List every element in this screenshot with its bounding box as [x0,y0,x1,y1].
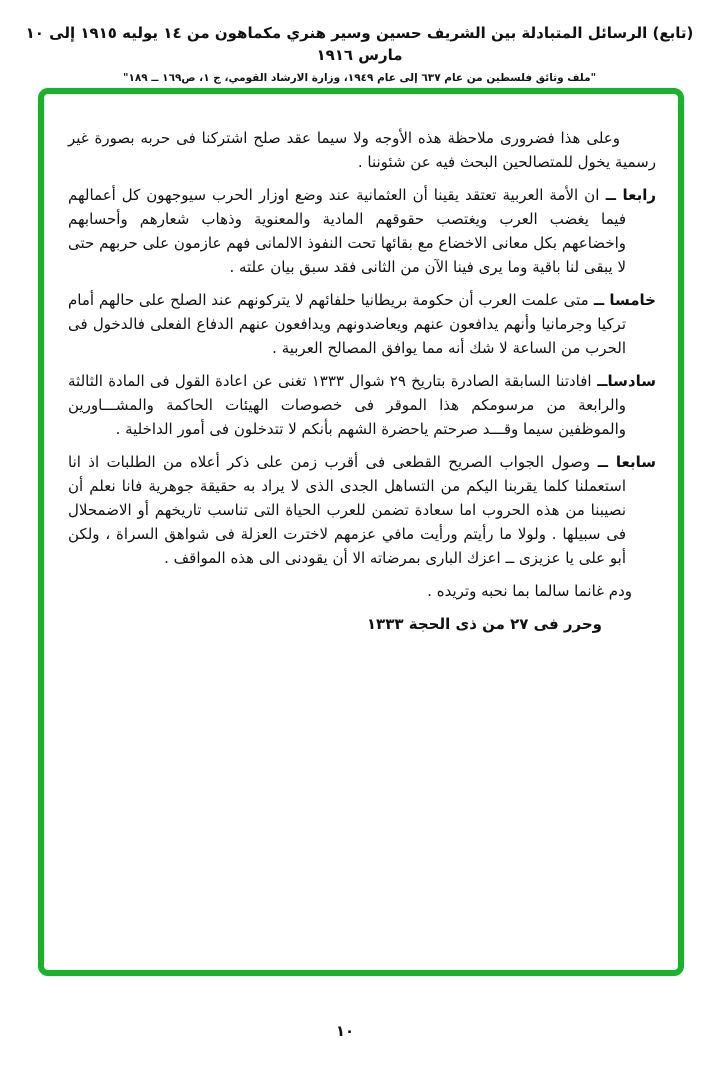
clause-fourth [68,183,656,279]
green-frame [38,88,684,976]
clause-sixth [68,369,656,441]
clause-fifth [68,288,656,360]
date-line: وحرر فى ٢٧ من ذى الحجة ١٣٣٣ [366,615,602,633]
clause-seventh-text: وصول الجواب الصريح القطعى فى أقرب زمن على ذكر أعلاه من الطلبات اذ انا استعملنا كلما يقربنا اليكم من التساهل الجدى الذى لا يراد به حقيقة جوهرية فانا نعلم أن نصيبنا من هذه الحروب اما سعادة تضمن للعرب الحياة التى تناسب تاريخهم أو الاضمحلال فى سبيلها . ولولا ما رأيتم ورأيت مافي عزمهم لاخترت العزلة فى شواهق السراة ، ولكن أبو على يا عزيزى ــ اعزك البارى بمرضاته الا أن يقودنى الى هذه المواقف . [68,453,626,567]
clause-fifth-label: خامسا ــ [588,291,656,309]
letter-body [68,126,656,645]
clause-seventh [68,450,656,570]
document-header [0,22,719,84]
clause-fourth-label: رابعا ــ [599,186,656,204]
clause-seventh-label: سابعا ــ [589,453,656,471]
clause-fourth-text: ان الأمة العربية تعتقد يقينا أن العثمانية عند وضع اوزار الحرب سيوجهون كل أعمالهم فيما يغضب العرب ويغتصب حقوقهم المادية والمعنوية وذهاب شعارهم وأحسابهم واخضاعهم بكل معانى الاخضاع مع بقائها تحت النفوذ الالمانى فهم عازمون على حربهم حتى لا يبقى لنا باقية وما يرى فينا الآن من الثانى فقد سبق بيان علته . [68,186,626,276]
closing-salutation: ودم غانما سالما بما نحبه وتريده . [427,582,632,600]
source-citation: "ملف وثائق فلسطين من عام ٦٣٧ إلى عام ١٩٤٩، وزارة الارشاد القومي، ج ١، ص١٦٩ ــ ١٨٩" [122,72,597,84]
clause-sixth-label: سادساــ [591,372,656,390]
intro-paragraph: وعلى هذا فضرورى ملاحظة هذه الأوجه ولا سيما عقد صلح اشتركنا فى حربه بصورة غير رسمية يخول للمتصالحين البحث فيه عن شئوننا . [68,129,656,171]
clause-fifth-text: متى علمت العرب أن حكومة بريطانيا حلفائهم لا يتركونهم عند الصلح على حالهم أمام تركيا وجرمانيا وأنهم يدافعون عنهم ويعاضدونهم ويدافعون عنهم الدفاع الفعلى فالدخول فى الحرب من الساعة لا شك أنه مما يوافق المصالح العربية . [68,291,626,357]
page-number: ١٠ [335,1022,355,1040]
clause-sixth-text: افادتنا السابقة الصادرة بتاريخ ٢٩ شوال ١٣٣٣ تغنى عن اعادة القول فى المادة الثالثة والرابعة من مرسومكم هذا الموقر فى خصوصات الهيئات الحاكمة والمشـــاورين والموظفين سيما وقـــد صرحتم ياحضرة الشهم بأنكم لا تتدخلون فى أمور الداخلية . [68,372,626,438]
page-title: (تابع) الرسائل المتبادلة بين الشريف حسين وسير هنري مكماهون من ١٤ يوليه ١٩١٥ إلى ١٠ مارس ١٩١٦ [25,24,694,64]
